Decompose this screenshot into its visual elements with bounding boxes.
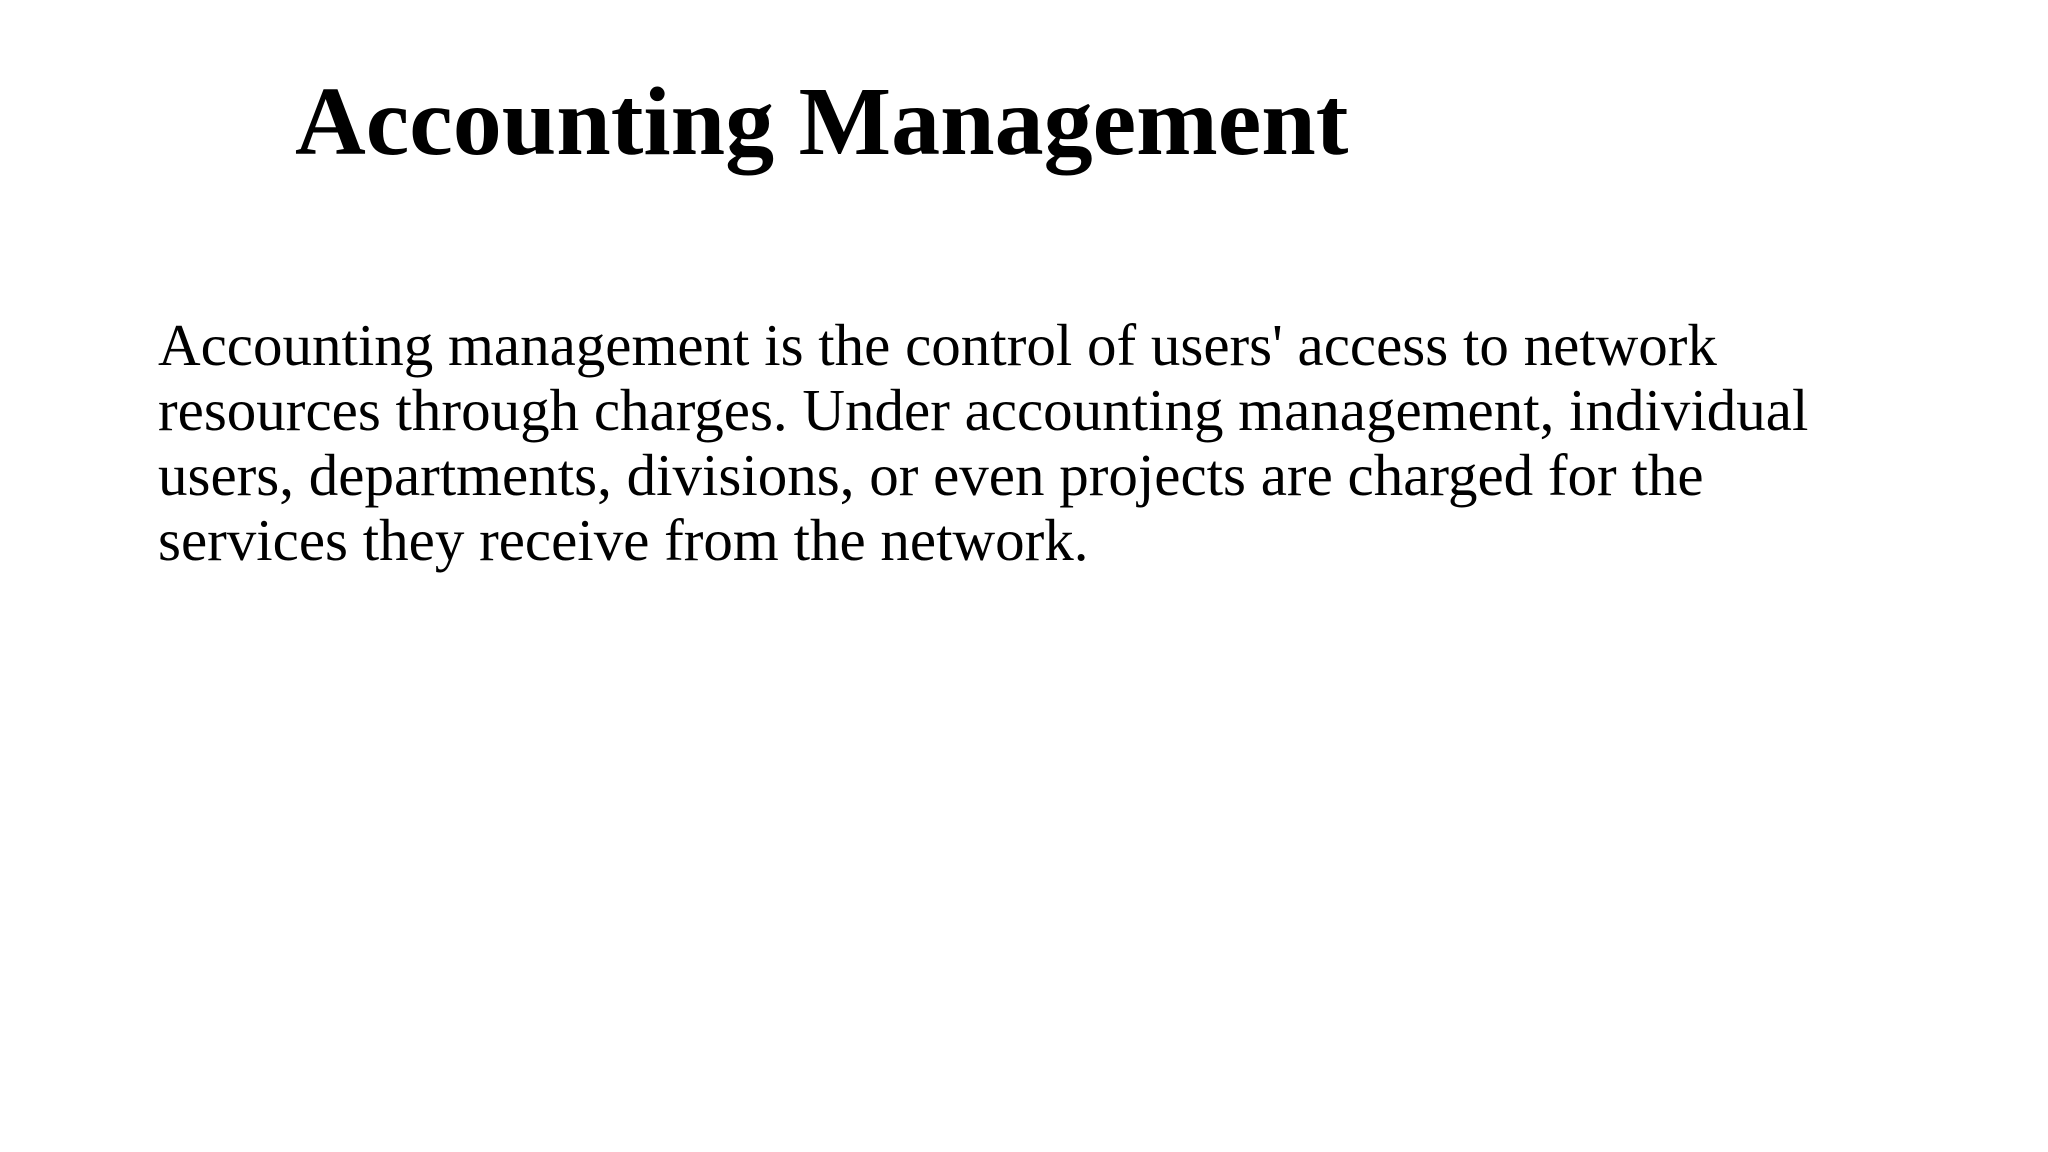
body-line: services they receive from the network. [158,507,1089,573]
slide-body-paragraph [158,313,1918,573]
body-line: Accounting management is the control of users' access to network [158,312,1717,378]
body-line: resources through charges. Under accounting management, individual [158,377,1809,443]
body-line: users, departments, divisions, or even projects are charged for the [158,442,1704,508]
slide-title: Accounting Management [295,68,1349,176]
